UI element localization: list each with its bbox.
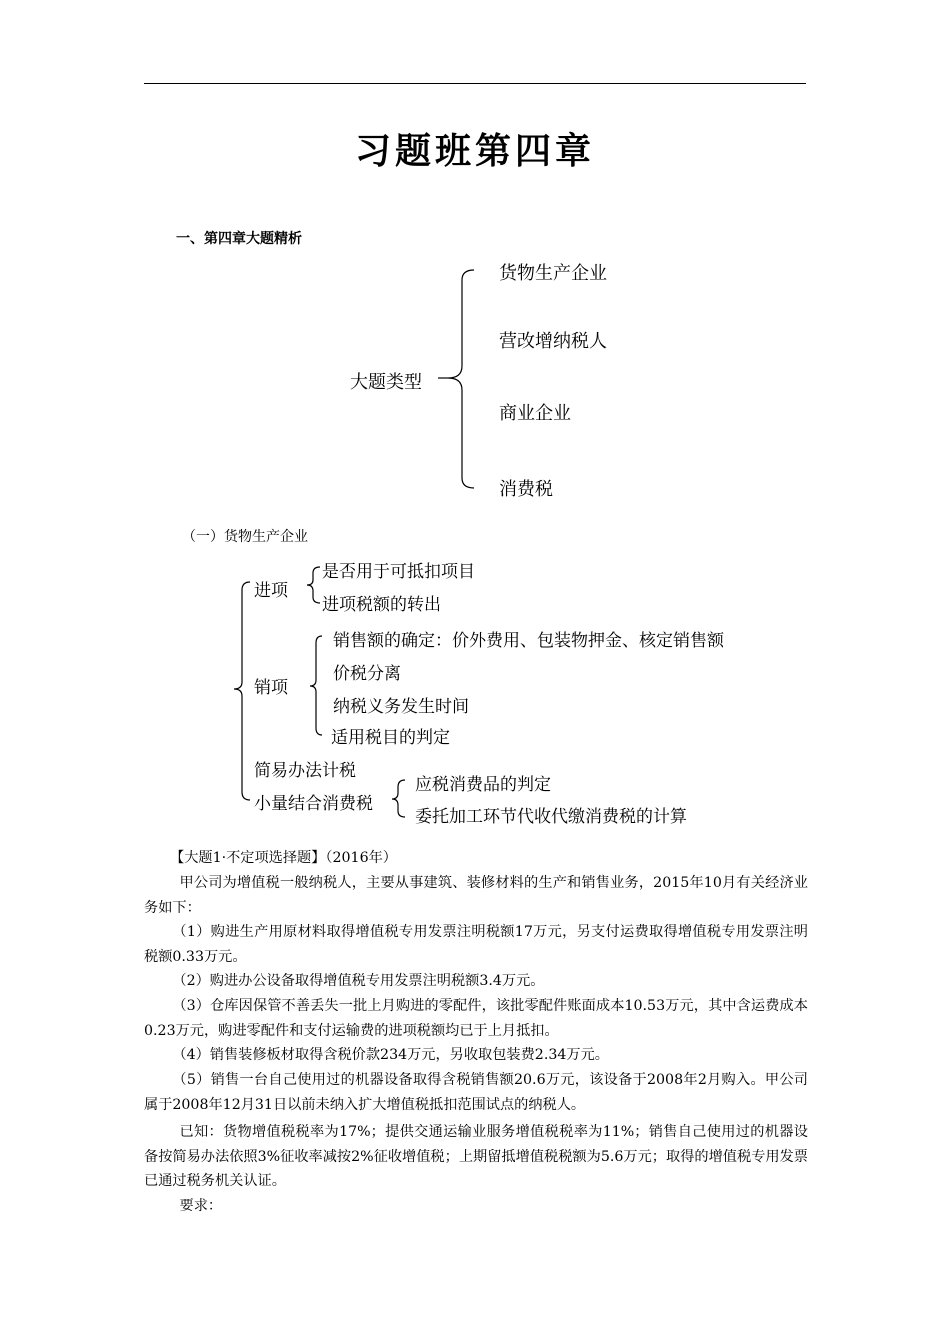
subsection-heading: （一）货物生产企业 <box>182 529 308 545</box>
question-known: 已知：货物增值税税率为17%；提供交通运输业服务增值税税率为11%；销售自己使用过的机器设备按简易办法依照3%征收率减按2%征收增值税；上期留抵增值税税额为5.6万元；取得的增值税专用发票已通过税务机关认证。 <box>144 1124 808 1189</box>
tree2-jinxiang-label: 进项 <box>254 581 288 601</box>
tree1-item: 消费税 <box>499 479 553 500</box>
jinxiang-brace <box>307 567 320 603</box>
question-heading: 【大题1·不定项选择题】（2016年） <box>170 850 397 866</box>
tree2-xiaoliang-item: 委托加工环节代收代缴消费税的计算 <box>415 807 687 827</box>
tree2-xiaoliang-item: 应税消费品的判定 <box>415 775 551 795</box>
question-intro: 甲公司为增值税一般纳税人，主要从事建筑、装修材料的生产和销售业务，2015年10月有关经济业务如下： <box>144 875 808 916</box>
question-require: 要求： <box>179 1198 223 1214</box>
xiaoliang-brace <box>392 780 405 817</box>
question-item: （1）购进生产用原材料取得增值税专用发票注明税额17万元，另支付运费取得增值税专用发票注明税额0.33万元。 <box>144 924 808 965</box>
tree2-xiaoxiang-label: 销项 <box>254 678 288 698</box>
tree2-jinxiang-item: 进项税额的转出 <box>322 595 441 615</box>
tree2-outer-brace <box>234 582 250 800</box>
tree2-jinxiang-item: 是否用于可抵扣项目 <box>322 562 475 582</box>
question-item: （4）销售装修板材取得含税价款234万元，另收取包装费2.34万元。 <box>172 1047 609 1063</box>
tree2-xiaoliang-label: 小量结合消费税 <box>254 794 373 814</box>
tree2-xiaoxiang-item: 适用税目的判定 <box>331 728 450 748</box>
tree1-item: 营改增纳税人 <box>499 331 607 352</box>
tree1-root: 大题类型 <box>350 372 422 393</box>
question-item: （2）购进办公设备取得增值税专用发票注明税额3.4万元。 <box>172 973 545 989</box>
tree1-item: 商业企业 <box>499 403 571 424</box>
tree2-xiaoxiang-item: 纳税义务发生时间 <box>333 697 469 717</box>
xiaoxiang-brace <box>310 636 322 735</box>
tree1-item: 货物生产企业 <box>499 263 607 284</box>
question-item: （3）仓库因保管不善丢失一批上月购进的零配件，该批零配件账面成本10.53万元，其中含运费成本0.23万元，购进零配件和支付运输费的进项税额均已于上月抵扣。 <box>144 998 808 1039</box>
question-item: （5）销售一台自己使用过的机器设备取得含税销售额20.6万元，该设备于2008年2月购入。甲公司属于2008年12月31日以前未纳入扩大增值税抵扣范围试点的纳税人。 <box>144 1072 808 1113</box>
page-title: 习题班第四章 <box>354 130 595 172</box>
section-heading: 一、第四章大题精析 <box>176 231 302 247</box>
tree2-jianyi: 简易办法计税 <box>254 761 356 781</box>
tree1-brace <box>448 270 474 488</box>
tree2-xiaoxiang-item: 价税分离 <box>333 664 401 684</box>
tree2-xiaoxiang-item: 销售额的确定：价外费用、包装物押金、核定销售额 <box>333 631 724 651</box>
